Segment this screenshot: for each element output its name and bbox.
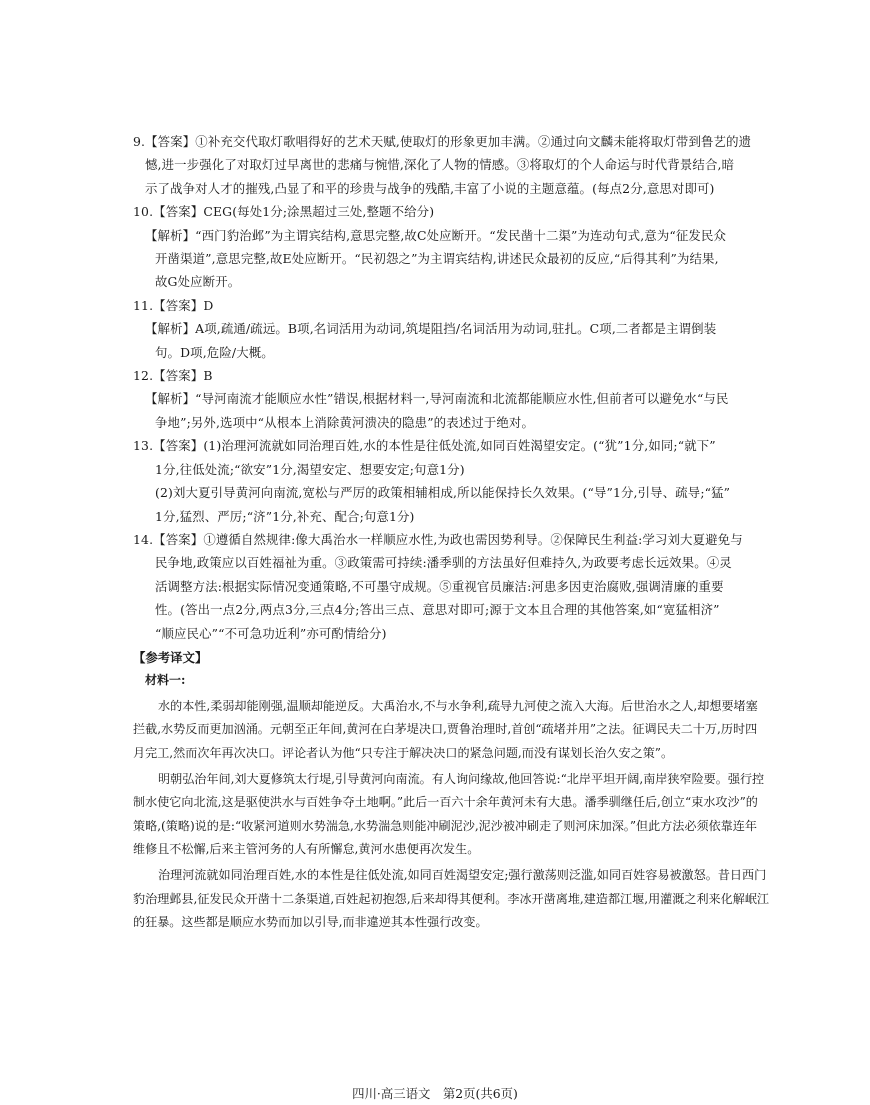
answer-head: 11.【答案】D	[133, 297, 214, 313]
analysis-line: “顺应民心”“不可急功近利”亦可酌情给分)	[155, 625, 387, 641]
answer-14	[133, 528, 769, 645]
translation-paragraph: 水的本性,柔弱却能刚强,温顺却能逆反。大禹治水,不与水争利,疏导九河使之流入大海。后世治水之人,却想要堵塞拦截,水势反而更加汹涌。元朝至正年间,黄河在白茅堤决口,贾鲁治理时,首创“疏堵并用”之法。征调民夫二十万,历时四月完工,然而次年再次决口。评论者认为他“只专注于解决决口的紧急问题,而没有谋划长治久安之策”。	[133, 698, 758, 760]
analysis-line: 民争地,政策应以百姓福祉为重。③政策需可持续:潘季驯的方法虽好但难持久,为政要考虑长远效果。④灵	[155, 555, 732, 571]
answer-9	[133, 130, 769, 200]
translation-paragraph: 治理河流就如同治理百姓,水的本性是往低处流,如同百姓渴望安定;强行激荡则泛滥,如同百姓容易被激怒。昔日西门豹治理邺县,征发民众开凿十二条渠道,百姓起初抱怨,后来却得其便利。李冰开凿离堆,建造都江堰,用灌溉之利来化解岷江的狂暴。这些都是顺应水势而加以引导,而非違逆其本性强行改变。	[133, 867, 770, 930]
answer-line: 憾,进一步强化了对取灯过早离世的悲痛与惋惜,深化了人物的情感。③将取灯的个人命运与时代背景结合,暗	[145, 157, 735, 173]
page-footer: 四川·高三语文 第2页(共6页)	[352, 1086, 518, 1101]
material-label: 材料一:	[145, 673, 186, 688]
analysis-line: 1分,往低处流;“欲安”1分,渴望安定、想要安定;句意1分)	[155, 461, 465, 477]
analysis-line: 性。(答出一点2分,两点3分,三点4分;答出三点、意思对即可;源于文本且合理的其他答案,如“宽猛相济”	[155, 602, 720, 618]
answer-head: 14.【答案】①遵循自然规律:像大禹治水一样顺应水性,为政也需因势利导。②保障民生利益:学习刘大夏避免与	[133, 531, 743, 547]
answer-line: 示了战争对人才的摧残,凸显了和平的珍贵与战争的残酷,丰富了小说的主题意蕴。(每点2分,意思对即可)	[145, 180, 715, 196]
analysis-line: 争地”;另外,选项中“从根本上消除黄河溃决的隐患”的表述过于绝对。	[155, 414, 535, 430]
answer-13	[133, 434, 769, 528]
answer-10	[133, 200, 769, 294]
answer-head: 12.【答案】B	[133, 368, 213, 384]
translation-heading: 【参考译文】	[133, 649, 208, 665]
answer-content	[133, 130, 769, 935]
answer-11	[133, 294, 769, 364]
answer-line: 9.【答案】①补充交代取灯歌唱得好的艺术天赋,使取灯的形象更加丰满。②通过向文麟未能将取灯带到鲁艺的遗	[133, 134, 752, 149]
answer-head: 10.【答案】CEG(每处1分;涂黑超过三处,整题不给分)	[133, 204, 435, 220]
answer-12	[133, 364, 769, 434]
analysis-line: 【解析】“西门豹治邺”为主谓宾结构,意思完整,故C处应断开。“发民凿十二渠”为连动句式,意为“征发民众	[145, 227, 727, 243]
analysis-line: 活调整方法:根据实际情况变通策略,不可墨守成规。⑤重视官员廉洁:河患多因吏治腐败,强调清廉的重要	[155, 578, 724, 594]
analysis-line: (2)刘大夏引导黄河向南流,宽松与严厉的政策相辅相成,所以能保持长久效果。(“导”1分,引导、疏导;“猛”	[155, 485, 731, 501]
translation-paragraph: 明朝弘治年间,刘大夏修筑太行堤,引导黄河向南流。有人询问缘故,他回答说:“北岸平坦开阔,南岸狭窄险要。强行控制水使它向北流,这是驱使洪水与百姓争夺土地啊。”此后一百六十余年黄河未有大患。潘季驯继任后,创立“束水攻沙”的策略,(策略)说的是:“收紧河道则水势湍急,水势湍急则能冲刷泥沙,泥沙被冲刷走了则河床加深。”但此方法必须依靠连年维修且不松懈,后来主管河务的人有所懈怠,黄河水患便再次发生。	[133, 771, 765, 857]
answer-head: 13.【答案】(1)治理河流就如同治理百姓,水的本性是往低处流,如同百姓渴望安定。(“犹”1分,如同;“就下”	[133, 438, 716, 454]
analysis-line: 【解析】A项,疏通/疏远。B项,名词活用为动词,筑堤阻挡/名词活用为动词,驻扎。C项,二者都是主谓倒装	[145, 321, 717, 337]
analysis-line: 【解析】“导河南流才能顺应水性”错误,根据材料一,导河南流和北流都能顺应水性,但前者可以避免水“与民	[145, 391, 729, 407]
analysis-line: 句。D项,危险/大概。	[155, 344, 274, 360]
analysis-line: 1分,猛烈、严厉;“济”1分,补充、配合;句意1分)	[155, 508, 415, 524]
analysis-line: 故G处应断开。	[155, 274, 241, 290]
analysis-line: 开凿渠道”,意思完整,故E处应断开。“民初怨之”为主谓宾结构,讲述民众最初的反应,“后得其利”为结果,	[155, 251, 719, 267]
